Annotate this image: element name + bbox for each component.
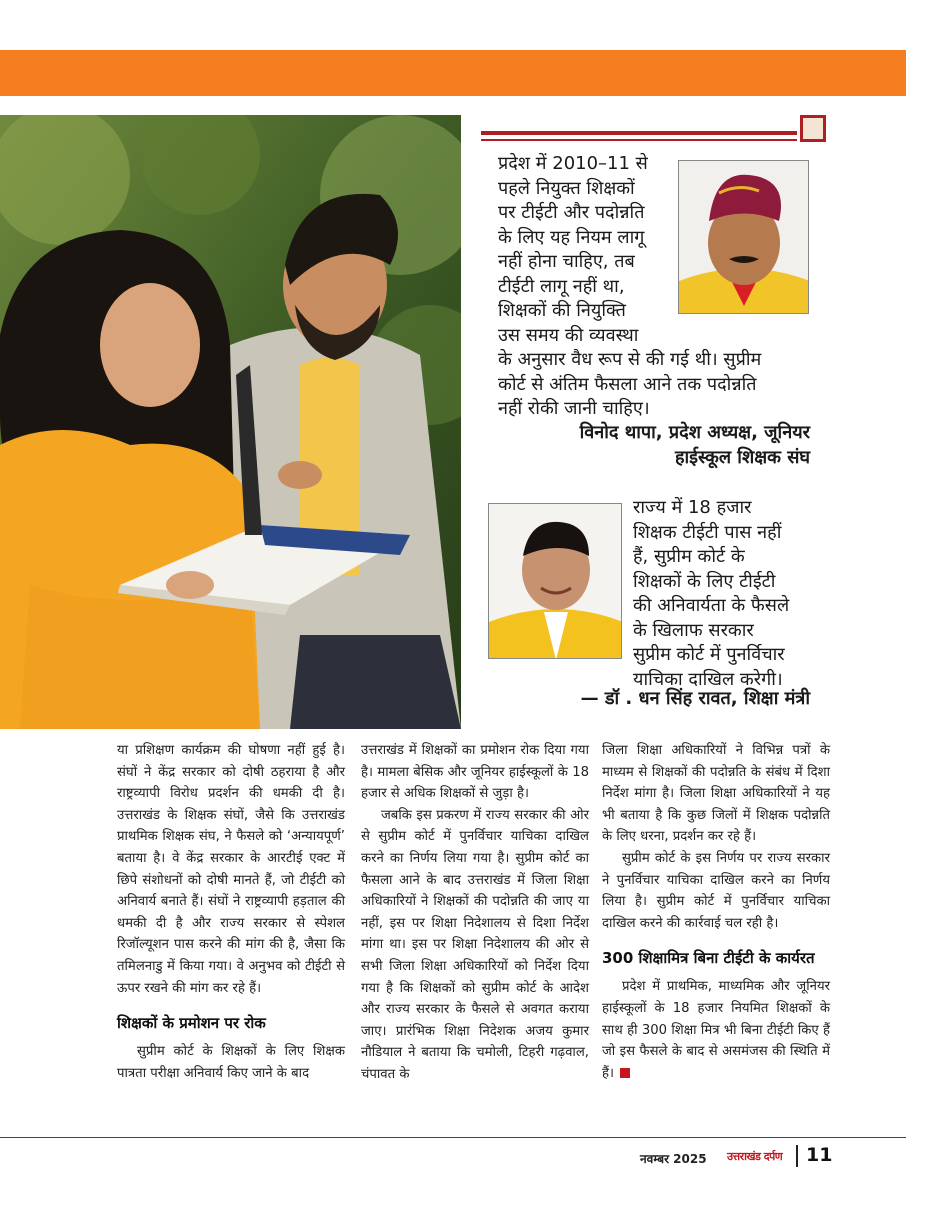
article-paragraph-final: प्रदेश में प्राथमिक, माध्यमिक और जूनियर हाईस्कूलों के 18 हजार नियमित शिक्षकों के साथ ही 300 शिक्षा मित्र भी बिना टीईटी किए हैं जो इस फैसले के बाद से असमंजस की स्थिति में हैं।: [602, 979, 830, 1081]
article-paragraph: सुप्रीम कोर्ट के शिक्षकों के लिए शिक्षक पात्रता परीक्षा अनिवार्य किए जाने के बाद: [117, 1044, 345, 1081]
quote-decor-box: [800, 115, 826, 142]
quote1-text-top: प्रदेश में 2010–11 से पहले नियुक्त शिक्षकों पर टीईटी और पदोन्नति के लिए यह नियम लागू नहीं होना चाहिए, तब टीईटी लागू नहीं था, शिक्षकों की नियुक्ति उस समय की व्यवस्था: [498, 153, 648, 346]
footer-brand-logo: उत्तराखंड दर्पण: [727, 1150, 783, 1163]
quote-decor-line-thin: [481, 139, 797, 141]
quote-decor-line: [481, 131, 797, 135]
article-paragraph: सुप्रीम कोर्ट के इस निर्णय पर राज्य सरकार ने पुनर्विचार याचिका दाखिल करने का निर्णय लिया है। सुप्रीम कोर्ट में पुनर्विचार याचिका दाखिल करने की कार्रवाई चल रही है।: [602, 850, 830, 931]
footer-separator: [796, 1145, 798, 1167]
end-mark-icon: [620, 1068, 630, 1078]
students-illustration: [0, 115, 461, 729]
quote1-attribution: विनोद थापा, प्रदेश अध्यक्ष, जूनियर हाईस्कूल शिक्षक संघ: [579, 422, 810, 468]
article-column-1: [117, 740, 345, 1084]
students-photo: [0, 115, 461, 729]
article-paragraph: या प्रशिक्षण कार्यक्रम की घोषणा नहीं हुई है। संघों ने केंद्र सरकार को दोषी ठहराया है और राष्ट्रव्यापी विरोध प्रदर्शन की धमकी दी है। उत्तराखंड के शिक्षक संघों, जैसे कि उत्तराखंड प्राथमिक शिक्षक संघ, ने फैसले को ‘अन्यायपूर्ण’ बताया है। वे केंद्र सरकार के आरटीई एक्ट में छिपे संशोधनों को दोषी मानते हैं, जो टीईटी को अनिवार्य बनाते हैं। संघों ने राष्ट्रव्यापी हड़ताल की धमकी दी है और राज्य सरकार से स्पेशल रिजॉल्यूशन पास करने की मांग की है, जैसा कि तमिलनाडु में किया गया। वे अनुभव को टीईटी से ऊपर रखने की मांग कर रहे हैं।: [117, 743, 345, 996]
header-orange-band: [0, 50, 906, 96]
article-paragraph: जिला शिक्षा अधिकारियों ने विभिन्न पत्रों के माध्यम से शिक्षकों की पदोन्नति के संबंध में दिशा निर्देश मांगा है। जिला शिक्षा अधिकारियों ने यह भी बताया है कि कुछ जिलों में शिक्षक पदोन्नति के लिए धरना, प्रदर्शन कर रहे हैं।: [602, 743, 830, 845]
footer-date: नवम्बर 2025: [640, 1152, 707, 1166]
article-column-2: [361, 740, 589, 1086]
page-number: 11: [806, 1144, 833, 1166]
quote2-text: राज्य में 18 हजार शिक्षक टीईटी पास नहीं हैं, सुप्रीम कोर्ट के शिक्षकों के लिए टीईटी की अनिवार्यता के फैसले के खिलाफ सरकार सुप्रीम कोर्ट में पुनर्विचार याचिका दाखिल करेगी।: [633, 497, 790, 690]
article-paragraph: जबकि इस प्रकरण में राज्य सरकार की ओर से सुप्रीम कोर्ट में पुनर्विचार याचिका दाखिल करने का निर्णय लिया गया है। सुप्रीम कोर्ट का फैसला आने के बाद उत्तराखंड में जिला शिक्षा अधिकारियों ने शिक्षकों की पदोन्नति की जाए या नहीं, इस पर शिक्षा निदेशालय से दिशा निर्देश मांगा था। इस पर शिक्षा निदेशालय की ओर से सभी जिला शिक्षा अधिकारियों को निर्देश दिया गया है कि शिक्षकों को सुप्रीम कोर्ट के आदेश और राज्य सरकार के फैसले से अवगत कराया जाए। प्रारंभिक शिक्षा निदेशक अजय कुमार नौडियाल ने बताया कि चमोली, टिहरी गढ़वाल, चंपावत के: [361, 807, 589, 1082]
article-column-3: [602, 740, 830, 1084]
footer-rule: [0, 1137, 906, 1138]
portrait-vinod-thapa: [678, 160, 809, 314]
section-heading-shikshamitra: 300 शिक्षामित्र बिना टीईटी के कार्यरत: [602, 949, 815, 968]
quote2-attribution: — डॉ . धन सिंह रावत, शिक्षा मंत्री: [580, 688, 810, 709]
quote1-text-bottom: के अनुसार वैध रूप से की गई थी। सुप्रीम कोर्ट से अंतिम फैसला आने तक पदोन्नति नहीं रोकी जानी चाहिए।: [498, 349, 762, 419]
article-paragraph: उत्तराखंड में शिक्षकों का प्रमोशन रोक दिया गया है। मामला बेसिक और जूनियर हाईस्कूलों के 18 हजार से अधिक शिक्षकों से जुड़ा है।: [361, 743, 589, 802]
portrait-dhan-singh-rawat: [488, 503, 622, 659]
section-heading-promotion: शिक्षकों के प्रमोशन पर रोक: [117, 1014, 266, 1033]
